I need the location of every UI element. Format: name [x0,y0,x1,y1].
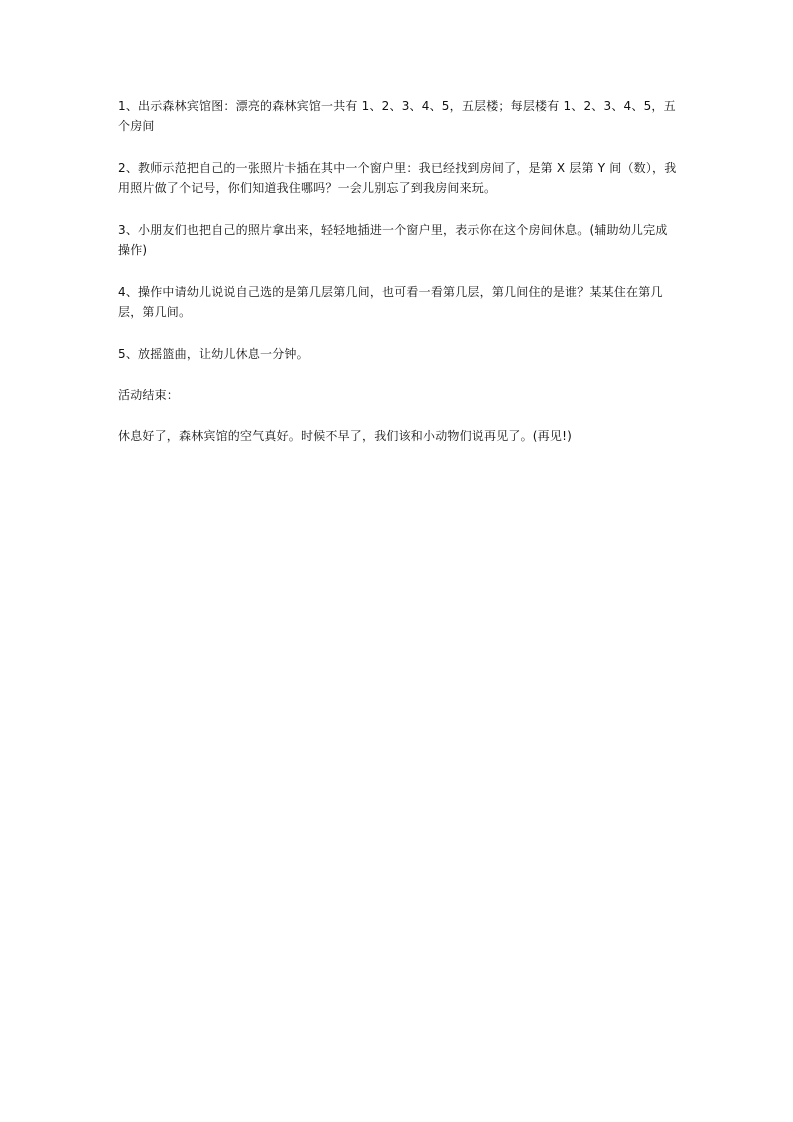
paragraph-step-2: 2、教师示范把自己的一张照片卡插在其中一个窗户里：我已经找到房间了，是第 X 层第 Y 间（数），我用照片做了个记号，你们知道我住哪吗？一会儿别忘了到我房间来玩。 [118,161,677,195]
section-heading-activity-end: 活动结束： [118,388,180,402]
paragraph-step-4: 4、操作中请幼儿说说自己选的是第几层第几间，也可看一看第几层，第几间住的是谁？某某住在第几层，第几间。 [118,285,663,319]
paragraph-closing: 休息好了，森林宾馆的空气真好。时候不早了，我们该和小动物们说再见了。(再见!) [118,429,572,443]
paragraph-step-3: 3、小朋友们也把自己的照片拿出来，轻轻地插进一个窗户里，表示你在这个房间休息。(辅助幼儿完成操作) [118,223,668,257]
paragraph-step-1: 1、出示森林宾馆图：漂亮的森林宾馆一共有 1、2、3、4、5，五层楼；每层楼有 1、2、3、4、5，五个房间 [118,99,676,133]
document-body [118,96,678,468]
paragraph-step-5: 5、放摇篮曲，让幼儿休息一分钟。 [118,347,309,361]
